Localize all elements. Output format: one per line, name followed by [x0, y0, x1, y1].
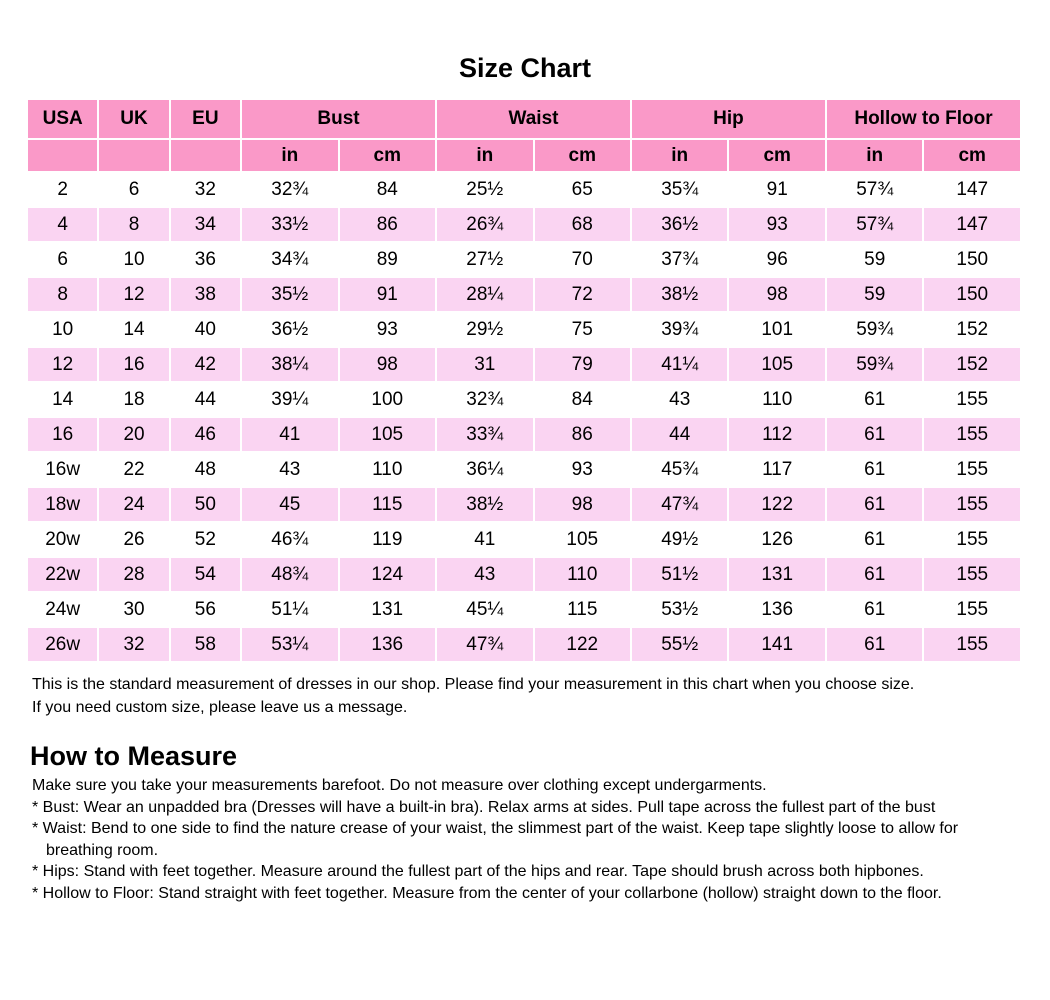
- table-cell: 47¾: [437, 628, 532, 661]
- table-cell: 10: [99, 243, 168, 276]
- table-cell: 43: [437, 558, 532, 591]
- table-cell: 131: [340, 593, 436, 626]
- table-cell: 38½: [632, 278, 727, 311]
- table-cell: 61: [827, 453, 922, 486]
- table-cell: 24: [99, 488, 168, 521]
- table-cell: 68: [535, 208, 630, 241]
- table-row: [28, 348, 1020, 381]
- table-cell: 86: [535, 418, 630, 451]
- table-cell: 18: [99, 383, 168, 416]
- table-cell: 39¾: [632, 313, 727, 346]
- table-cell: 45¾: [632, 453, 727, 486]
- table-cell: 32¾: [242, 173, 337, 206]
- table-cell: 79: [535, 348, 630, 381]
- table-cell: 105: [535, 523, 630, 556]
- table-row: [28, 278, 1020, 311]
- table-cell: 105: [729, 348, 825, 381]
- table-row: [28, 523, 1020, 556]
- table-cell: 40: [171, 313, 240, 346]
- table-cell: 20: [99, 418, 168, 451]
- table-cell: 50: [171, 488, 240, 521]
- table-cell: 4: [28, 208, 97, 241]
- table-cell: 46¾: [242, 523, 337, 556]
- table-cell: 38: [171, 278, 240, 311]
- table-cell: 59¾: [827, 348, 922, 381]
- table-cell: 34: [171, 208, 240, 241]
- table-cell: 49½: [632, 523, 727, 556]
- measure-instruction: * Bust: Wear an unpadded bra (Dresses will have a built-in bra). Relax arms at sides. Pull tape across the fullest part of the bust: [32, 798, 936, 816]
- measure-instruction: * Waist: Bend to one side to find the nature crease of your waist, the slimmest part of the waist. Keep tape slightly loose to allow for breathing room.: [32, 820, 959, 859]
- table-cell: 100: [340, 383, 436, 416]
- table-cell: 61: [827, 523, 922, 556]
- table-row: [28, 243, 1020, 276]
- table-cell: 115: [340, 488, 436, 521]
- table-cell: 136: [729, 593, 825, 626]
- table-header: [28, 100, 1020, 171]
- column-group-header: Bust: [242, 100, 435, 138]
- table-cell: 57¾: [827, 173, 922, 206]
- unit-header-cell: [99, 140, 168, 171]
- table-cell: 30: [99, 593, 168, 626]
- note-line: If you need custom size, please leave us a message.: [32, 699, 408, 716]
- table-cell: 44: [171, 383, 240, 416]
- table-cell: 98: [340, 348, 436, 381]
- table-cell: 110: [340, 453, 436, 486]
- table-cell: 61: [827, 593, 922, 626]
- table-cell: 96: [729, 243, 825, 276]
- unit-header-cell: [28, 140, 97, 171]
- table-cell: 33¾: [437, 418, 532, 451]
- table-cell: 38¼: [242, 348, 337, 381]
- table-cell: 43: [632, 383, 727, 416]
- table-cell: 155: [924, 383, 1020, 416]
- table-cell: 32¾: [437, 383, 532, 416]
- measure-instructions-list: [32, 797, 1022, 905]
- table-cell: 42: [171, 348, 240, 381]
- table-cell: 14: [99, 313, 168, 346]
- table-cell: 59¾: [827, 313, 922, 346]
- table-row: [28, 418, 1020, 451]
- table-cell: 61: [827, 488, 922, 521]
- table-cell: 6: [99, 173, 168, 206]
- table-body: [28, 173, 1020, 661]
- table-cell: 155: [924, 453, 1020, 486]
- unit-header-cell: in: [632, 140, 727, 171]
- unit-header-cell: cm: [924, 140, 1020, 171]
- table-row: [28, 558, 1020, 591]
- table-cell: 45¼: [437, 593, 532, 626]
- measure-instruction: * Hollow to Floor: Stand straight with feet together. Measure from the center of your collarbone (hollow) straight down to the floor.: [32, 884, 942, 902]
- table-cell: 91: [729, 173, 825, 206]
- group-header-row: [28, 100, 1020, 138]
- table-row: [28, 208, 1020, 241]
- table-cell: 36½: [632, 208, 727, 241]
- how-to-measure-heading: How to Measure: [30, 741, 238, 771]
- table-cell: 26w: [28, 628, 97, 661]
- table-cell: 48: [171, 453, 240, 486]
- table-cell: 59: [827, 278, 922, 311]
- table-cell: 46: [171, 418, 240, 451]
- table-cell: 34¾: [242, 243, 337, 276]
- unit-header-row: [28, 140, 1020, 171]
- table-cell: 14: [28, 383, 97, 416]
- table-row: [28, 593, 1020, 626]
- table-cell: 8: [99, 208, 168, 241]
- table-cell: 58: [171, 628, 240, 661]
- table-cell: 26¾: [437, 208, 532, 241]
- table-cell: 147: [924, 208, 1020, 241]
- table-cell: 86: [340, 208, 436, 241]
- table-cell: 54: [171, 558, 240, 591]
- table-cell: 61: [827, 628, 922, 661]
- table-cell: 18w: [28, 488, 97, 521]
- table-cell: 20w: [28, 523, 97, 556]
- table-cell: 48¾: [242, 558, 337, 591]
- table-cell: 150: [924, 243, 1020, 276]
- table-cell: 2: [28, 173, 97, 206]
- table-cell: 37¾: [632, 243, 727, 276]
- table-cell: 155: [924, 523, 1020, 556]
- column-group-header: UK: [99, 100, 168, 138]
- unit-header-cell: [171, 140, 240, 171]
- table-cell: 27½: [437, 243, 532, 276]
- table-row: [28, 488, 1020, 521]
- table-cell: 61: [827, 558, 922, 591]
- table-cell: 36: [171, 243, 240, 276]
- table-row: [28, 628, 1020, 661]
- column-group-header: USA: [28, 100, 97, 138]
- table-cell: 84: [340, 173, 436, 206]
- table-cell: 112: [729, 418, 825, 451]
- unit-header-cell: in: [827, 140, 922, 171]
- table-cell: 115: [535, 593, 630, 626]
- table-cell: 131: [729, 558, 825, 591]
- table-cell: 65: [535, 173, 630, 206]
- table-cell: 57¾: [827, 208, 922, 241]
- table-cell: 16: [99, 348, 168, 381]
- table-cell: 136: [340, 628, 436, 661]
- table-cell: 105: [340, 418, 436, 451]
- table-cell: 39¼: [242, 383, 337, 416]
- table-cell: 38½: [437, 488, 532, 521]
- table-cell: 36½: [242, 313, 337, 346]
- unit-header-cell: cm: [535, 140, 630, 171]
- table-row: [28, 383, 1020, 416]
- table-cell: 56: [171, 593, 240, 626]
- unit-header-cell: in: [437, 140, 532, 171]
- table-cell: 32: [171, 173, 240, 206]
- table-cell: 152: [924, 348, 1020, 381]
- table-cell: 91: [340, 278, 436, 311]
- unit-header-cell: in: [242, 140, 337, 171]
- table-cell: 124: [340, 558, 436, 591]
- table-cell: 16: [28, 418, 97, 451]
- table-cell: 147: [924, 173, 1020, 206]
- table-cell: 26: [99, 523, 168, 556]
- table-cell: 22: [99, 453, 168, 486]
- column-group-header: EU: [171, 100, 240, 138]
- table-cell: 52: [171, 523, 240, 556]
- table-cell: 12: [99, 278, 168, 311]
- table-cell: 45: [242, 488, 337, 521]
- table-cell: 29½: [437, 313, 532, 346]
- note-line: This is the standard measurement of dresses in our shop. Please find your measurement in this chart when you choose size.: [32, 676, 915, 693]
- how-to-measure-body: [32, 775, 1022, 904]
- standard-measurement-notes: [32, 673, 1022, 719]
- table-cell: 41: [437, 523, 532, 556]
- table-cell: 61: [827, 418, 922, 451]
- table-cell: 10: [28, 313, 97, 346]
- table-cell: 16w: [28, 453, 97, 486]
- table-cell: 110: [535, 558, 630, 591]
- table-cell: 28: [99, 558, 168, 591]
- table-cell: 25½: [437, 173, 532, 206]
- table-cell: 55½: [632, 628, 727, 661]
- table-cell: 35¾: [632, 173, 727, 206]
- table-cell: 53¼: [242, 628, 337, 661]
- table-cell: 93: [729, 208, 825, 241]
- table-cell: 152: [924, 313, 1020, 346]
- table-cell: 110: [729, 383, 825, 416]
- measure-intro: Make sure you take your measurements barefoot. Do not measure over clothing except undergarments.: [32, 777, 767, 794]
- table-cell: 141: [729, 628, 825, 661]
- table-cell: 41: [242, 418, 337, 451]
- table-row: [28, 453, 1020, 486]
- table-cell: 117: [729, 453, 825, 486]
- table-cell: 126: [729, 523, 825, 556]
- table-cell: 155: [924, 488, 1020, 521]
- unit-header-cell: cm: [729, 140, 825, 171]
- table-row: [28, 173, 1020, 206]
- table-cell: 119: [340, 523, 436, 556]
- table-row: [28, 313, 1020, 346]
- table-cell: 59: [827, 243, 922, 276]
- table-cell: 150: [924, 278, 1020, 311]
- table-cell: 84: [535, 383, 630, 416]
- table-cell: 72: [535, 278, 630, 311]
- column-group-header: Hollow to Floor: [827, 100, 1020, 138]
- page-title: Size Chart: [458, 53, 592, 83]
- table-cell: 155: [924, 418, 1020, 451]
- measure-instruction: * Hips: Stand with feet together. Measure around the fullest part of the hips and rear. Tape should brush across both hipbones.: [32, 863, 924, 880]
- table-cell: 36¼: [437, 453, 532, 486]
- table-cell: 70: [535, 243, 630, 276]
- table-cell: 122: [535, 628, 630, 661]
- column-group-header: Waist: [437, 100, 630, 138]
- table-cell: 32: [99, 628, 168, 661]
- table-cell: 155: [924, 593, 1020, 626]
- table-cell: 33½: [242, 208, 337, 241]
- table-cell: 53½: [632, 593, 727, 626]
- table-cell: 98: [535, 488, 630, 521]
- column-group-header: Hip: [632, 100, 825, 138]
- table-cell: 24w: [28, 593, 97, 626]
- size-chart-table: [26, 98, 1022, 663]
- table-cell: 93: [535, 453, 630, 486]
- table-cell: 98: [729, 278, 825, 311]
- table-cell: 8: [28, 278, 97, 311]
- table-cell: 47¾: [632, 488, 727, 521]
- table-cell: 31: [437, 348, 532, 381]
- table-cell: 28¼: [437, 278, 532, 311]
- table-cell: 44: [632, 418, 727, 451]
- table-cell: 51¼: [242, 593, 337, 626]
- table-cell: 155: [924, 558, 1020, 591]
- table-cell: 22w: [28, 558, 97, 591]
- unit-header-cell: cm: [340, 140, 436, 171]
- table-cell: 6: [28, 243, 97, 276]
- table-cell: 41¼: [632, 348, 727, 381]
- table-cell: 43: [242, 453, 337, 486]
- table-cell: 93: [340, 313, 436, 346]
- table-cell: 122: [729, 488, 825, 521]
- table-cell: 101: [729, 313, 825, 346]
- table-cell: 89: [340, 243, 436, 276]
- table-cell: 51½: [632, 558, 727, 591]
- table-cell: 35½: [242, 278, 337, 311]
- table-cell: 61: [827, 383, 922, 416]
- table-cell: 75: [535, 313, 630, 346]
- table-cell: 12: [28, 348, 97, 381]
- table-cell: 155: [924, 628, 1020, 661]
